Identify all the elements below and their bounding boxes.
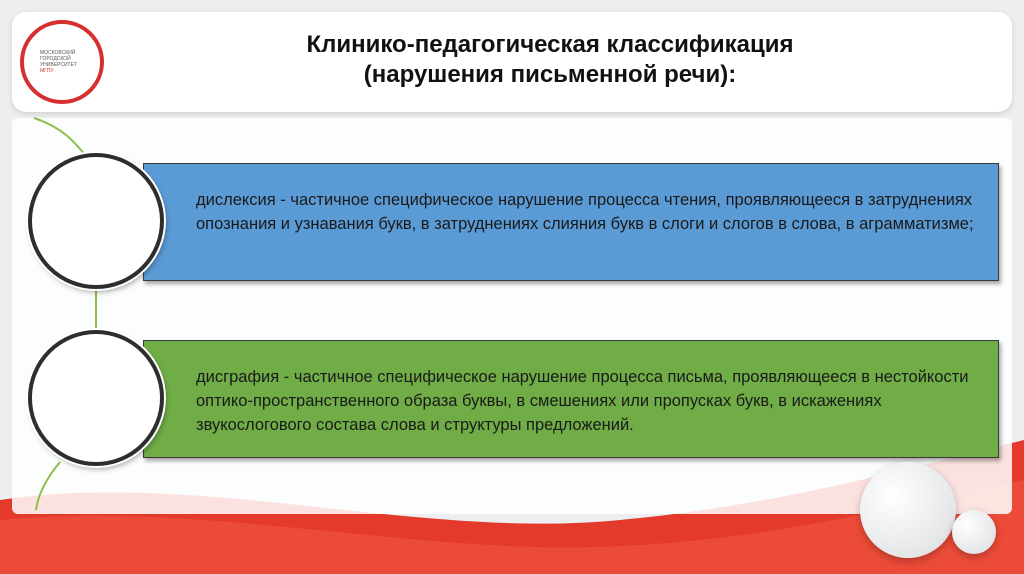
- decor-sphere-large: [860, 462, 956, 558]
- logo-line: ГОРОДСКОЙ: [40, 56, 71, 62]
- decor-sphere-small: [952, 510, 996, 554]
- dyslexia-text: дислексия - частичное специфическое нарушение процесса чтения, проявляющееся в затруднениях опознания и узнавания букв, в затруднениях слияния букв в слоги и слогов в слова, в аграмматизме;: [196, 191, 974, 233]
- title-line-1: Клинико-педагогическая классификация: [306, 31, 794, 58]
- dyslexia-box: [143, 163, 999, 281]
- logo-line: УНИВЕРСИТЕТ: [40, 62, 77, 68]
- bullet-circle-2: [28, 330, 164, 466]
- title-line-2: (нарушения письменной речи):: [363, 61, 737, 88]
- dysgraphia-box: [143, 340, 999, 458]
- bullet-circle-1: [28, 153, 164, 289]
- dysgraphia-text: дисграфия - частичное специфическое нарушение процесса письма, проявляющееся в нестойкости оптико-пространственного образа буквы, в смешениях или пропусках букв, в искажениях звукослогового состава слова и структуры предложений.: [196, 368, 969, 434]
- logo-line: МОСКОВСКИЙ: [40, 50, 76, 56]
- logo-accent: МГПУ: [40, 68, 54, 74]
